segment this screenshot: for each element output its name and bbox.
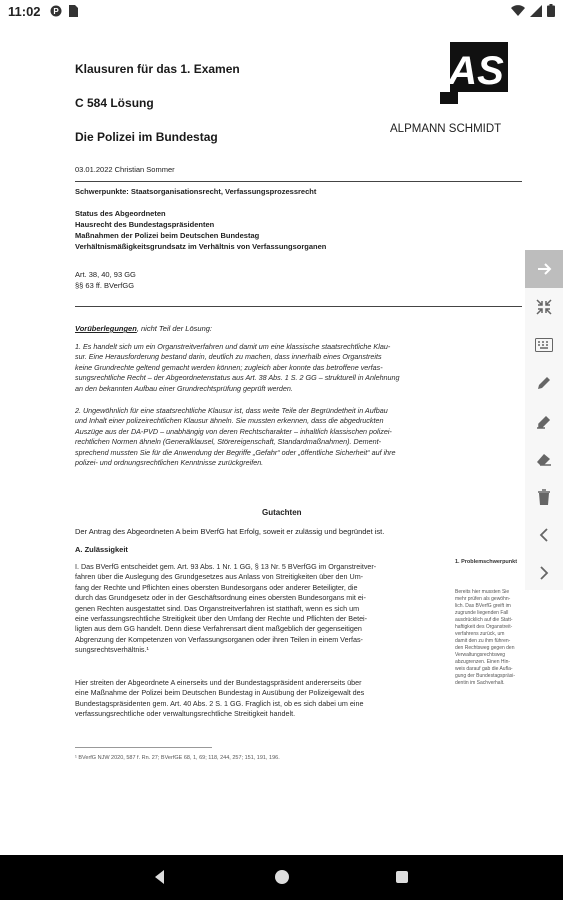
text-line: 2. Ungewöhnlich für eine staatsrechtliche Klausur ist, dass weite Teile der Begründetheit in Aufbau — [75, 406, 388, 415]
text-line: Auszüge aus der DA-PVD – unabhängig von deren Rechtscharakter – inhaltlich klassischen polizei- — [75, 426, 392, 436]
text-line: Bereits hier mussten Sie — [455, 589, 510, 595]
side-note-heading: 1. Problemschwerpunkt — [455, 559, 518, 565]
text-line: sungsrechtliche Recht – der Abgeordnetenstatus aus Art. 38 Abs. 1 S. 2 GG – strukturell in Anlehnung — [75, 373, 400, 383]
text-line: ligten aus dem GG handelt. Denn diese Verfahrensart dient maßgeblich der gegenseitigen — [75, 624, 362, 634]
footnote: ¹ BVerfG NJW 2020, 587 f. Rn. 27; BVerfGE 68, 1, 69; 118, 244, 257; 151, 191, 196. — [75, 755, 280, 761]
text-line: keine Grundrechte geltend gemacht werden können; zugleich aber konnte das betroffene verfas- — [75, 362, 383, 372]
header-divider — [75, 181, 522, 182]
text-line: an den bekannten Aufbau einer Grundrechtsprüfung geprüft werden. — [75, 383, 293, 393]
text-line: haftigkeit des Organstreit- — [455, 624, 513, 630]
topic-item: Hausrecht des Bundestagspräsidenten — [75, 220, 215, 229]
wifi-icon — [511, 5, 525, 17]
svg-text:P: P — [53, 7, 59, 16]
text-line: den Rechtsweg gegen den — [455, 645, 515, 651]
text-line: genen Rechten ausgestattet sind. Das Organstreitverfahren ist statthaft, wenn es sich um — [75, 603, 360, 613]
text-line: mehr prüfen als gewöhn- — [455, 596, 511, 602]
text-line: damit den zu ihm führen- — [455, 638, 511, 644]
svg-text:AS: AS — [448, 49, 504, 93]
alpmann-schmidt-logo — [440, 42, 508, 104]
section-divider — [75, 306, 522, 307]
norm-item: §§ 63 ff. BVerfGG — [75, 281, 135, 290]
preliminary-point-2 — [75, 406, 522, 468]
footnote-divider — [75, 747, 212, 748]
preliminary-point-1 — [75, 342, 522, 394]
text-line: Abgrenzung der Kompetenzen von Verfassungsorganen oder ihren Teilen in einem Verfas- — [75, 634, 363, 644]
text-line: sur. Eine Herausforderung bestand darin, deutlich zu machen, dass innerhalb eines Organstreits — [75, 352, 382, 362]
keyboard-icon[interactable] — [525, 326, 563, 364]
text-line: lich. Das BVerfG greift im — [455, 603, 511, 609]
text-line: fahren über die Auslegung des Grundgesetzes aus Anlass von Streitigkeiten über den Um- — [75, 572, 364, 582]
topic-item: Maßnahmen der Polizei beim Deutschen Bundestag — [75, 231, 260, 240]
brand-name: ALPMANN SCHMIDT — [390, 123, 502, 135]
text-line: dentin im Sachverhalt. — [455, 680, 505, 686]
text-line: abzugrenzen. Einen Hin- — [455, 659, 511, 665]
text-line: eine verfassungsrechtliche Streitigkeit über den Umfang der Rechte und Pflichten der Betei- — [75, 614, 368, 624]
navigation-bar — [0, 855, 563, 900]
text-line: sungsrechtsverhältnis.¹ — [75, 645, 149, 655]
text-line: verfahrens zurück, um — [455, 631, 505, 637]
text-line: polizei- und ordnungsrechtlichen Kenntnisse zurückgreifen. — [75, 458, 264, 468]
pencil-icon[interactable] — [525, 364, 563, 402]
document-page[interactable] — [0, 24, 525, 854]
collapse-icon[interactable] — [525, 288, 563, 326]
topic-item: Status des Abgeordneten — [75, 209, 166, 218]
section-a-heading: A. Zulässigkeit — [75, 545, 128, 554]
chevron-left-icon[interactable] — [525, 516, 563, 554]
text-line: sprechend mussten Sie für die Anwendung der Begriffe „Gefahr“ oder „öffentliche Sicherheit“ auf ihre — [75, 447, 396, 457]
arrow-right-icon[interactable] — [525, 250, 563, 288]
eraser-icon[interactable] — [525, 440, 563, 478]
text-line: 1. Es handelt sich um ein Organstreitverfahren und damit um eine klassische staatsrechtliche Klau- — [75, 342, 391, 351]
date-author: 03.01.2022 Christian Sommer — [75, 165, 175, 174]
body-paragraph-1 — [75, 562, 445, 656]
case-number: C 584 Lösung — [75, 96, 154, 110]
text-line: Bundestagspräsidenten gem. Art. 40 Abs. 2 S. 1 GG. Fraglich ist, ob es sich dabei um eine — [75, 698, 364, 708]
text-line: zugrunde liegenden Fall — [455, 610, 509, 616]
annotation-toolbar — [525, 250, 563, 590]
body-paragraph-2 — [75, 678, 445, 720]
norm-item: Art. 38, 40, 93 GG — [75, 270, 136, 279]
signal-icon — [530, 5, 542, 17]
topic-item: Verhältnismäßigkeitsgrundsatz im Verhältnis von Verfassungsorganen — [75, 242, 327, 251]
text-line: und Inhalt einer polizeirechtlichen Klausur ähneln. Sie mussten erkennen, dass die abgedruckten — [75, 416, 384, 426]
recents-icon[interactable] — [392, 867, 412, 887]
document-title: Die Polizei im Bundestag — [75, 130, 218, 144]
pre-heading — [75, 324, 212, 333]
file-notification-icon — [68, 5, 78, 17]
trash-icon[interactable] — [525, 478, 563, 516]
gutachten-heading: Gutachten — [262, 508, 302, 517]
text-line: weis darauf gab die Aufla- — [455, 666, 513, 672]
intro-sentence: Der Antrag des Abgeordneten A beim BVerfG hat Erfolg, soweit er zulässig und begründet ist. — [75, 527, 385, 536]
back-icon[interactable] — [150, 867, 170, 887]
status-bar — [0, 0, 563, 24]
text-line: durch das Grundgesetz oder in der Geschäftsordnung eines obersten Bundesorgans mit ei- — [75, 593, 366, 603]
text-line: fang der Rechte und Pflichten eines obersten Bundesorgans oder anderer Beteiligter, die — [75, 582, 358, 592]
text-line: rechtlichen Normen ähneln (Generalklausel, Störereigenschaft, Standardmaßnahmen). Dement- — [75, 437, 382, 447]
text-line: verfassungsrechtliche oder verwaltungsrechtliche Streitigkeit handelt. — [75, 709, 296, 719]
pre-heading-suffix: , nicht Teil der Lösung: — [136, 324, 212, 333]
focus-line: Schwerpunkte: Staatsorganisationsrecht, Verfassungsprozessrecht — [75, 187, 317, 196]
side-note — [455, 589, 523, 687]
text-line: I. Das BVerfG entscheidet gem. Art. 93 Abs. 1 Nr. 1 GG, § 13 Nr. 5 BVerfGG im Organstreitver- — [75, 562, 377, 571]
text-line: Hier streiten der Abgeordnete A einerseits und der Bundestagspräsident andererseits über — [75, 678, 362, 687]
app-notification-icon — [50, 5, 62, 17]
status-time: 11:02 — [8, 4, 41, 19]
home-icon[interactable] — [272, 867, 292, 887]
battery-icon — [547, 4, 555, 17]
text-line: Verwaltungsrechtsweg — [455, 652, 506, 658]
highlighter-icon[interactable] — [525, 402, 563, 440]
chevron-right-icon[interactable] — [525, 554, 563, 592]
text-line: eine Maßnahme der Polizei beim Deutschen Bundestag in Ausübung der Polizeigewalt des — [75, 688, 365, 698]
text-line: ausdrücklich auf die Statt- — [455, 617, 513, 623]
pre-heading-label: Vorüberlegungen — [75, 324, 137, 333]
text-line: gung der Bundestagspräsi- — [455, 673, 516, 679]
series-title: Klausuren für das 1. Examen — [75, 62, 240, 76]
